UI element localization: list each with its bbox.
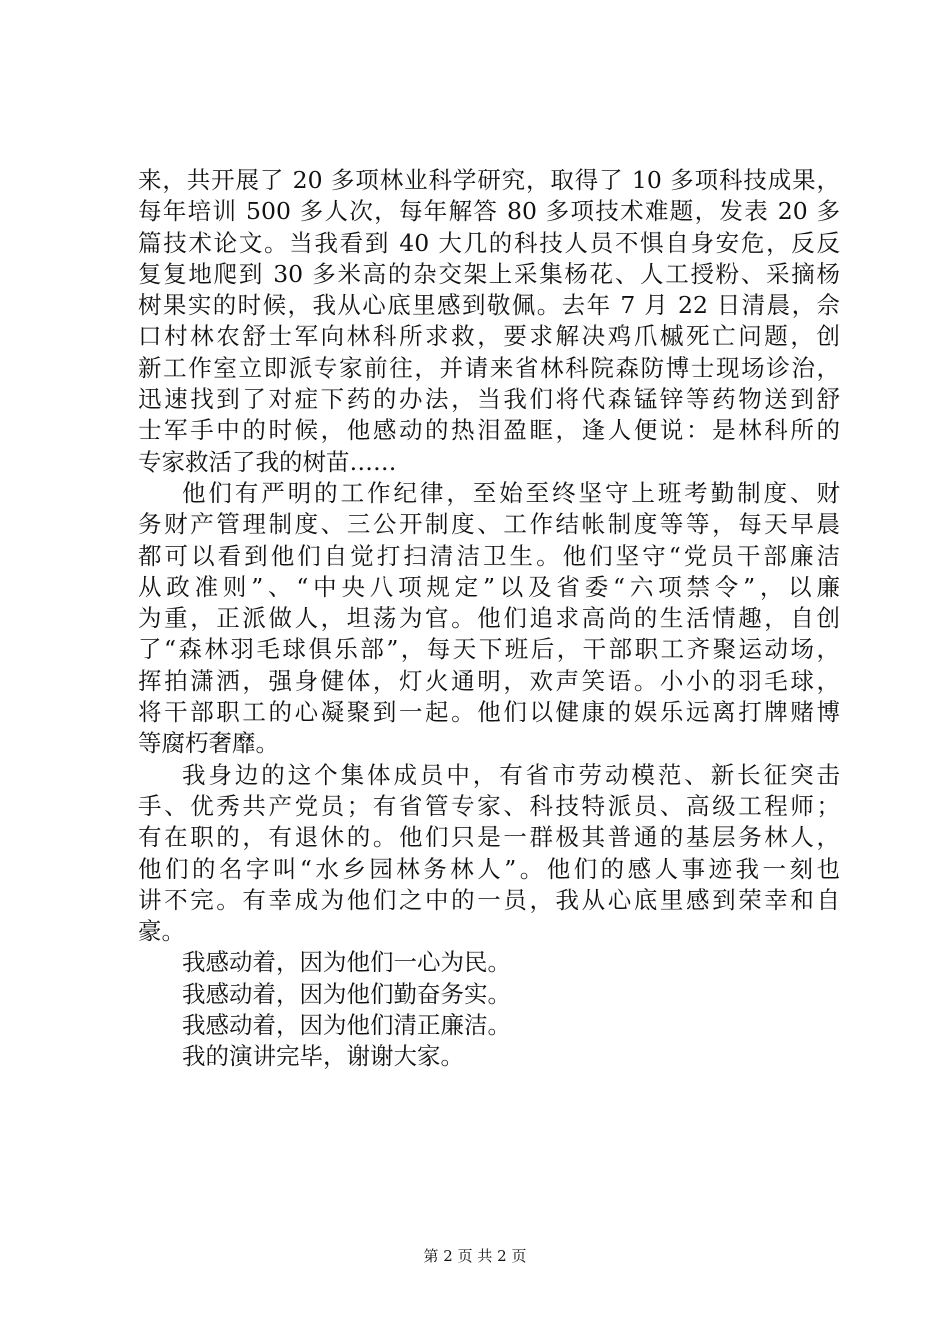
paragraph [138,165,840,478]
text-line: 他们的名字叫“水乡园林务林人”。他们的感人事迹我一刻也 [138,854,840,883]
text-line: 挥拍潇洒，强身健体，灯火通明，欢声笑语。小小的羽毛球， [138,666,840,695]
text-line: 我感动着，因为他们清正廉洁。 [182,1011,511,1040]
text-line: 来，共开展了 20 多项林业科学研究，取得了 10 多项科技成果， [138,166,840,194]
paragraph [138,1010,840,1041]
paragraph [138,1041,840,1072]
text-line: 都可以看到他们自觉打扫清洁卫生。他们坚守“党员干部廉洁 [138,541,840,570]
text-line: 豪。 [138,917,185,946]
text-line: 为重，正派做人，坦荡为官。他们追求高尚的生活情趣，自创 [138,604,840,633]
paragraph [138,760,840,948]
text-line: 复复地爬到 30 多米高的杂交架上采集杨花、人工授粉、采摘杨 [138,259,840,288]
text-line: 讲不完。有幸成为他们之中的一员，我从心底里感到荣幸和自 [138,885,840,914]
paragraph [138,947,840,978]
text-line: 等腐朽奢靡。 [138,729,279,758]
text-line: 手、优秀共产党员；有省管专家、科技特派员、高级工程师； [138,791,840,820]
text-line: 篇技术论文。当我看到 40 大几的科技人员不惧自身安危，反反 [138,228,840,257]
text-line: 口村林农舒士军向林科所求救，要求解决鸡爪槭死亡问题，创 [138,322,840,351]
text-line: 我感动着，因为他们勤奋务实。 [182,979,511,1008]
text-line: 我身边的这个集体成员中，有省市劳动模范、新长征突击 [182,760,840,789]
page-footer: 第 2 页 共 2 页 [423,1247,527,1265]
text-line: 我感动着，因为他们一心为民。 [182,948,511,977]
text-line: 务财产管理制度、三公开制度、工作结帐制度等等，每天早晨 [138,510,840,539]
paragraph [138,478,840,760]
text-line: 我的演讲完毕，谢谢大家。 [182,1042,464,1071]
text-line: 迅速找到了对症下药的办法，当我们将代森锰锌等药物送到舒 [138,385,840,414]
document-body [138,165,840,1073]
text-line: 树果实的时候，我从心底里感到敬佩。去年 7 月 22 日清晨，佘 [138,291,840,320]
text-line: 每年培训 500 多人次，每年解答 80 多项技术难题，发表 20 多 [138,197,840,226]
text-line: 新工作室立即派专家前往，并请来省林科院森防博士现场诊治， [138,353,840,382]
text-line: 他们有严明的工作纪律，至始至终坚守上班考勤制度、财 [182,478,840,507]
paragraph [138,979,840,1010]
text-line: 将干部职工的心凝聚到一起。他们以健康的娱乐远离打牌赌博 [138,698,840,727]
text-line: 了“森林羽毛球俱乐部”，每天下班后，干部职工齐聚运动场， [138,635,840,664]
text-line: 从政准则”、“中央八项规定”以及省委“六项禁令”，以廉 [138,572,840,601]
text-line: 有在职的，有退休的。他们只是一群极其普通的基层务林人， [138,823,840,852]
text-line: 士军手中的时候，他感动的热泪盈眶，逢人便说：是林科所的 [138,416,840,445]
text-line: 专家救活了我的树苗…… [138,447,397,476]
